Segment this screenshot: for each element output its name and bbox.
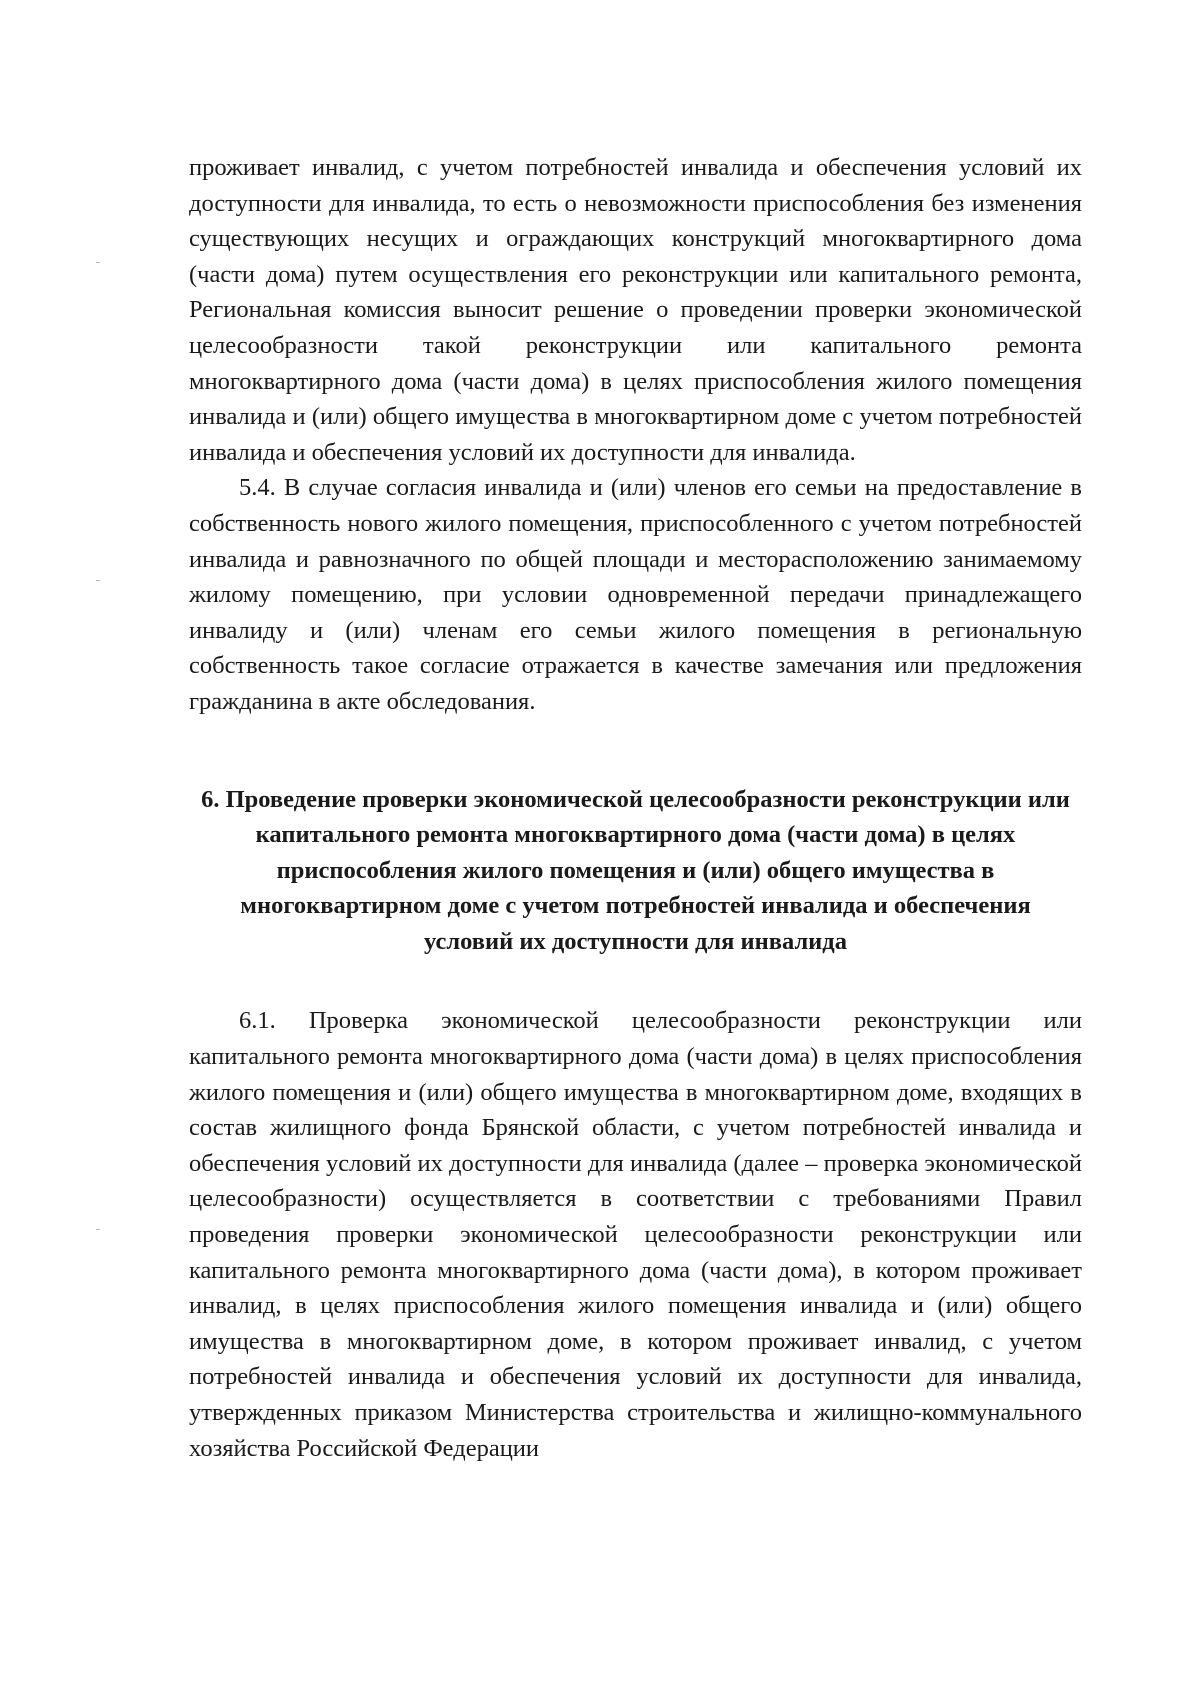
scan-margin-mark bbox=[96, 1229, 100, 1230]
scan-margin-mark bbox=[96, 580, 100, 581]
paragraph-6-1: 6.1. Проверка экономической целесообразности реконструкции или капитального ремонта многоквартирного дома (части дома) в целях приспособления жилого помещения и (или) общего имущества в многоквартирном доме, входящих в состав жилищного фонда Брянской области, с учетом потребностей инвалида и обеспечения условий их доступности для инвалида (далее – проверка экономической целесообразности) осуществляется в соответствии с требованиями Правил проведения проверки экономической целесообразности реконструкции или капитального ремонта многоквартирного дома (части дома), в котором проживает инвалид, в целях приспособления жилого помещения инвалида и (или) общего имущества в многоквартирном доме, в котором проживает инвалид, с учетом потребностей инвалида и обеспечения условий их доступности для инвалида, утвержденных приказом Министерства строительства и жилищно-коммунального хозяйства Российской Федерации bbox=[189, 1007, 1082, 1462]
document-body bbox=[189, 150, 1082, 1466]
scan-margin-mark bbox=[96, 262, 100, 263]
paragraph-5-4: 5.4. В случае согласия инвалида и (или) членов его семьи на предоставление в собственность нового жилого помещения, приспособленного с учетом потребностей инвалида и равнозначного по общей площади и месторасположению занимаемому жилому помещению, при условии одновременной передачи принадлежащего инвалиду и (или) членам его семьи жилого помещения в региональную собственность такое согласие отражается в качестве замечания или предложения гражданина в акте обследования. bbox=[189, 474, 1082, 715]
paragraph-continuation: проживает инвалид, с учетом потребностей инвалида и обеспечения условий их доступности для инвалида, то есть о невозможности приспособления без изменения существующих несущих и ограждающих конструкций многоквартирного дома (части дома) путем осуществления его реконструкции или капитального ремонта, Региональная комиссия выносит решение о проведении проверки экономической целесообразности такой реконструкции или капитального ремонта многоквартирного дома (части дома) в целях приспособления жилого помещения инвалида и (или) общего имущества в многоквартирном доме с учетом потребностей инвалида и обеспечения условий их доступности для инвалида. bbox=[189, 154, 1082, 466]
section-heading: 6. Проведение проверки экономической целесообразности реконструкции или капитального ремонта многоквартирного дома (части дома) в целях приспособления жилого помещения и (или) общего имущества в многоквартирном доме с учетом потребностей инвалида и обеспечения условий их доступности для инвалида bbox=[201, 785, 1070, 955]
